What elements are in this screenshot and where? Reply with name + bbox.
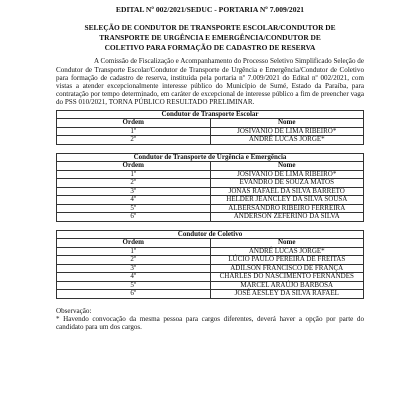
cell-nome: CHARLES DO NASCIMENTO FERNANDES bbox=[210, 273, 364, 282]
column-header-nome: Nome bbox=[210, 162, 364, 171]
cell-ordem: 5º bbox=[57, 204, 211, 213]
column-header-ordem: Ordem bbox=[57, 162, 211, 171]
observation-label: Observação: bbox=[56, 306, 92, 315]
cell-nome: ANDERSON ZEFERINO DA SILVA bbox=[210, 213, 364, 222]
intro-paragraph: A Comissão de Fiscalização e Acompanhamento do Processo Seletivo Simplificado Seleção de Condutor de Transporte Escolar/Condutor de Transporte de Urgência e Emergência/Condutor de Coletivo para formação de cadastro de reserva, instituída pela portaria nº 7.009/2021 do Edital nº 002/2021, com vistas a atender excepcionalmente interesse público do Município de Sumé, Estado da Paraíba, para contratação por tempo determinado, em caráter de excepcional de interesse público a fim de preencher vaga do PSS 010/2021, TORNA PÚBLICO RESULTADO PRELIMINAR. bbox=[56, 57, 364, 107]
table-coletivo bbox=[56, 230, 364, 299]
column-header-nome: Nome bbox=[210, 119, 364, 128]
table-title: Condutor de Transporte Escolar bbox=[57, 110, 364, 119]
cell-ordem: 3º bbox=[57, 264, 211, 273]
cell-nome: MARCEL ARAÚJO BARBOSA bbox=[210, 281, 364, 290]
column-header-ordem: Ordem bbox=[57, 239, 211, 248]
cell-nome: ADILSON FRANCISCO DE FRANÇA bbox=[210, 264, 364, 273]
heading-line: TRANSPORTE DE URGÊNCIA E EMERGÊNCIA/CONDUTOR DE bbox=[99, 33, 321, 43]
cell-ordem: 2º bbox=[57, 136, 211, 145]
edital-title: EDITAL Nº 002/2021/SEDUC - PORTARIA Nº 7.009/2021 bbox=[115, 5, 305, 14]
table-row bbox=[57, 196, 364, 205]
cell-nome: LÚCIO PAULO PEREIRA DE FREITAS bbox=[210, 256, 364, 265]
table-row bbox=[57, 290, 364, 299]
cell-ordem: 6º bbox=[57, 213, 211, 222]
table-title: Condutor de Coletivo bbox=[57, 230, 364, 239]
cell-nome: EVANDRO DE SOUZA MATOS bbox=[210, 179, 364, 188]
table-transporte-escolar bbox=[56, 110, 364, 145]
cell-ordem: 1º bbox=[57, 170, 211, 179]
cell-ordem: 1º bbox=[57, 127, 211, 136]
column-header-nome: Nome bbox=[210, 239, 364, 248]
document-heading bbox=[56, 23, 364, 53]
table-row bbox=[57, 179, 364, 188]
table-urgencia-emergencia bbox=[56, 153, 364, 222]
cell-nome: ANDRÉ LUCAS JORGE* bbox=[210, 247, 364, 256]
cell-nome: JONAS RAFAEL DA SILVA BARRETO bbox=[210, 187, 364, 196]
cell-ordem: 2º bbox=[57, 256, 211, 265]
cell-ordem: 5º bbox=[57, 281, 211, 290]
table-row bbox=[57, 136, 364, 145]
observation-note: * Havendo convocação da mesma pessoa para cargos diferentes, deverá haver a opção por parte do candidato para um dos cargos. bbox=[56, 314, 364, 332]
table-row bbox=[57, 213, 364, 222]
cell-nome: ANDRÉ LUCAS JORGE* bbox=[210, 136, 364, 145]
cell-ordem: 6º bbox=[57, 290, 211, 299]
cell-ordem: 2º bbox=[57, 179, 211, 188]
table-row bbox=[57, 273, 364, 282]
cell-ordem: 4º bbox=[57, 196, 211, 205]
column-header-ordem: Ordem bbox=[57, 119, 211, 128]
cell-nome: JOSIVANIO DE LIMA RIBEIRO* bbox=[210, 127, 364, 136]
cell-nome: HELDER JEANCLEY DA SILVA SOUSA bbox=[210, 196, 364, 205]
cell-ordem: 4º bbox=[57, 273, 211, 282]
cell-nome: JOSIVANIO DE LIMA RIBEIRO* bbox=[210, 170, 364, 179]
cell-nome: JOSÉ AESLEY DA SILVA RAFAEL bbox=[210, 290, 364, 299]
cell-ordem: 1º bbox=[57, 247, 211, 256]
cell-nome: ALBERSANDRO RIBEIRO FERREIRA bbox=[210, 204, 364, 213]
heading-line: SELEÇÃO DE CONDUTOR DE TRANSPORTE ESCOLAR/CONDUTOR DE bbox=[84, 23, 336, 33]
heading-line: COLETIVO PARA FORMAÇÃO DE CADASTRO DE RESERVA bbox=[104, 43, 316, 53]
table-title: Condutor de Transporte de Urgência e Emergência bbox=[57, 153, 364, 162]
cell-ordem: 3º bbox=[57, 187, 211, 196]
table-row bbox=[57, 256, 364, 265]
